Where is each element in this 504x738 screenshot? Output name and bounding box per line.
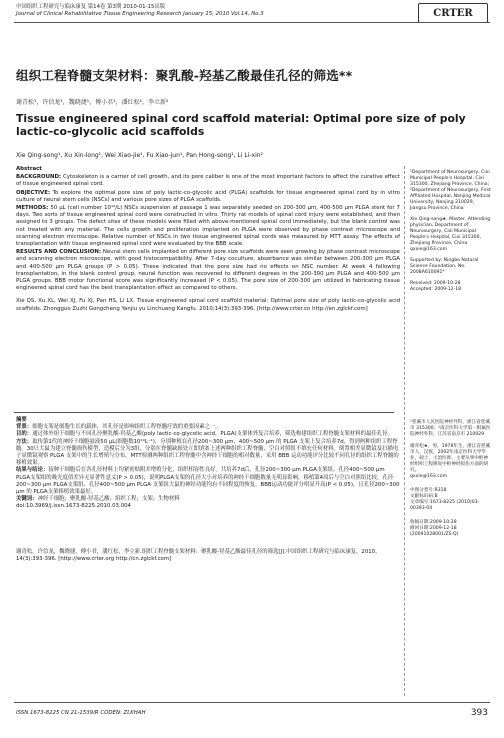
zhaiyao-doi: doi:10.3969/j.issn.1673-8225.2010.03.004	[16, 503, 131, 510]
author-email: qxxie@163.com	[410, 474, 448, 479]
journal-header	[16, 4, 264, 18]
doc-code: 文献标识码:B	[410, 494, 438, 499]
logo-text: CRTER	[433, 7, 473, 19]
affiliation-cn: ¹慈溪市人民医院神经外科，浙江省慈溪市 315300；²南京医科大学第一附属医院神经外科，江苏省南京市 210029	[410, 420, 491, 437]
abstract-background: BACKGROUND: Cytoskeleton is a carrier of cell growth, and its pore caliber is one of the most important factors to affect the curative effect of tissue engineered spinal cord.	[16, 174, 400, 188]
serial-number: (20091028001/ZS·Q)	[410, 532, 459, 537]
received-date-en: Received: 2009-10-28	[410, 281, 461, 286]
abstract-methods: METHODS: 50 μL (cell number 10¹⁰/L) NSCs suspension at passage 1 was separately seeded on 200-300 μm, 400-500 μm PLGA stent for 7 days. Two sorts of tissue engineered spinal cord were constructed in vitro. Thirty rat models of spinal cord injury were established, and then assigned to 3 groups. The defect sites of these models were filled with above-mentioned spinal cord immediately, but the blank control was not treated with any material. The cells growth and proliferation implanted on PLGA were observed by phase contrast microscope and scanning electron microscope. Relative number of NSCs in two tissue engineered spinal cords was measured by MTT assay. The effects of transplantation with tissue engineered spinal cord were evaluated by the BBB scale.	[16, 205, 400, 248]
revised-date-cn: 修回日期:2009-12-18	[410, 526, 457, 531]
article-number: 文章编号:1673-8225 (2010)03-00393-04	[410, 500, 480, 511]
citation-en: Xie QS, Xu XL, Wei XJ, Fu XJ, Pan HS, Li LX. Tissue engineered spinal cord scaffold material: Optimal pore size of poly lactic-co-glycolic acid scaffolds. Zhongguo Zuzhi Gongcheng Yanjiu yu Linchuang Kangfu. 2010;14(3):393-396. [http://www.crter.cn http://en.zglckf.com]	[16, 298, 400, 312]
sidebar-en	[410, 170, 492, 293]
zhaiyao-keywords: 关键词：神经干细胞；聚乳酸-羟基乙酸；组织工程；支架；生物材料	[16, 496, 180, 503]
abstract-heading: Abstract	[16, 166, 42, 172]
zhaiyao-results: 结果与结论：接种干细胞后在各孔径材料上均紧密贴附并增殖分化，组织相容性良好。共培养7d后，孔径200~300 μm PLGA支架组、孔径400~500 μm PLGA支架组的吸光度值差异无显著性意义(P > 0.05)，说明PLGA支架的孔径大小对培养的神经干细胞数量无明显影响。移植第4周后与空白对照组比较，孔径200~300 μm PLGA支架组、孔径400~500 μm PLGA 支架组大鼠的神经功能均有不同程度的恢复，BBB运动功能评分明显升高(P < 0.05)，且孔径200~300 μm 的 PLGA支架移植效果最好。	[16, 467, 400, 496]
zhaiyao-background: 背景：细胞支架是细胞生长的载体，其孔径是影响组织工程脊髓疗效的重要因素之一。	[16, 424, 221, 431]
footer-issn: ISSN 1673-8225 CN 21-1539/R CODEN: ZLKHAH	[16, 710, 146, 716]
page-number: 393	[470, 708, 488, 718]
affiliation-en: ¹Department of Neurosurgery, Cixi Municipal People's Hospital, Cixi 315300, Zhejiang Province, China; ²Department of Neurosurgery, First Affiliated Hospital, Nanjing Medical University, Nanjing 210029, Jiangsu Province, China	[410, 170, 491, 211]
footer-rule	[14, 702, 490, 703]
abstract-objective: OBJECTIVE: To explore the optimal pore size of poly lactic-co-glycolic acid (PLGA) scaffolds for tissue engineered spinal cord by in vitro culture of neural stem cells (NSCs) and various pore sizes of PLGA scaffolds.	[16, 189, 400, 203]
clc-number: 中图分类号:R318	[410, 488, 447, 493]
abstract-en	[16, 166, 400, 314]
header-rule	[14, 22, 490, 23]
authors-en: Xie Qing-song¹, Xu Xin-long¹, Wei Xiao-jie¹, Fu Xiao-jun¹, Pan Hong-song¹, Li Li-xin²	[16, 152, 263, 159]
article-title-cn: 组织工程脊髓支架材料：聚乳酸-羟基乙酸最佳孔径的筛选**	[16, 68, 353, 83]
sidebar-cn	[410, 420, 492, 538]
authors-cn: 谢青松¹，许信龙¹，魏晓捷¹，傅小君¹，潘红松¹，李立新²	[16, 99, 169, 106]
column-divider	[404, 166, 405, 696]
header-line-cn: 中国组织工程研究与临床康复 第14卷 第3期 2010-01-15出版	[16, 4, 166, 10]
zhaiyao-heading: 摘要	[16, 417, 27, 423]
support-info: Supported by: Ningbo Natural Science Foundation, No. 2008A610091*	[410, 258, 479, 275]
zhaiyao-objective: 目的：通过体外组干细胞与不同孔径聚乳酸-羟基乙酸(poly lactic-co-glycolic acid，PLGA)支架体外复合培养，筛选构建组织工程脊髓支架材料的最佳孔径。	[16, 431, 393, 438]
accepted-date-en: Accepted: 2009-12-18	[410, 287, 462, 292]
abstract-cn	[16, 417, 400, 511]
citation-cn: 谢青松，许信龙，魏晓捷，傅小君，潘红松，李立新.组织工程脊髓支架材料：聚乳酸-羟基乙酸最佳孔径的筛选[J].中国组织工程研究与临床康复，2010，14(3):393-396. [http://www.crter.org http://cn.zglckf.com]	[16, 549, 381, 563]
header-line-en: Journal of Clinical Rehabilitative Tissue Engineering Research January 15, 2010 Vol.14, No.3	[16, 11, 264, 17]
author-info-en: Xie Qing-song★, Master, Attending physician, Department of Neurosurgery, Cixi Municipal People's Hospital, Cixi 315300, Zhejiang Province, China qxxie@163.com	[410, 217, 491, 252]
zhaiyao-methods: 方法：取传第1代的神经干细胞悬液50 μL(细胞数10¹⁰L⁻¹)，分别种植在孔径200~300 μm，400~500 μm 的 PLGA 支架上复合培养7d，得到两种组织工程脊髓。30只大鼠为建立脊髓损伤模型，造模后分为3组，分别在脊髓缺损处立即填塞上述两种组织工程脊髓，空白对照组不填充任何材料。倒置相差显微镜及扫描电子显微镜观察 PLGA 支架中的生长增殖与分布，MTT检测两种组织工程脊髓中含神经干细胞的相对数量，采用 BBB 运动功能评分比较不同孔径的组织工程脊髓的移植效果。	[16, 438, 399, 467]
received-date-cn: 收稿日期:2009-10-28	[410, 520, 457, 525]
journal-logo	[418, 3, 488, 23]
article-title-en: Tissue engineered spinal cord scaffold material: Optimal pore size of poly lactic-co-glycolic acid scaffolds	[16, 112, 466, 138]
author-info-cn: 谢青松★，男，1978年生，浙江省慈溪市人，汉族，2002年南京医科大学毕业，硕士，主治医师，主要从事中枢神经组织工程修复中枢神经损伤方面的研究。	[410, 444, 491, 473]
abstract-results: RESULTS AND CONCLUSION: Neural stem cells implanted on different pore size scaffolds were seen growing by phase contrast microscope and scanning electron microscope, with good histocompatibility. After 7-day coculture, absorbance was similar between 200-300 μm PLGA and 400-500 μm PLGA groups (P > 0.05). These indicated that the pore size had no effects on NSC number. At week 4 following transplantation, in the blank control group, neural function was recovered to different degrees in the 200-300 μm PLGA and 400-500 μm PLGA groups. BBB motor functional score was significantly increased (P < 0.05). The pore size of 200-300 μm utilized in fabricating tissue engineered spinal cord has the best transplantation effect as compared to others.	[16, 249, 400, 292]
section-rule	[14, 412, 394, 413]
